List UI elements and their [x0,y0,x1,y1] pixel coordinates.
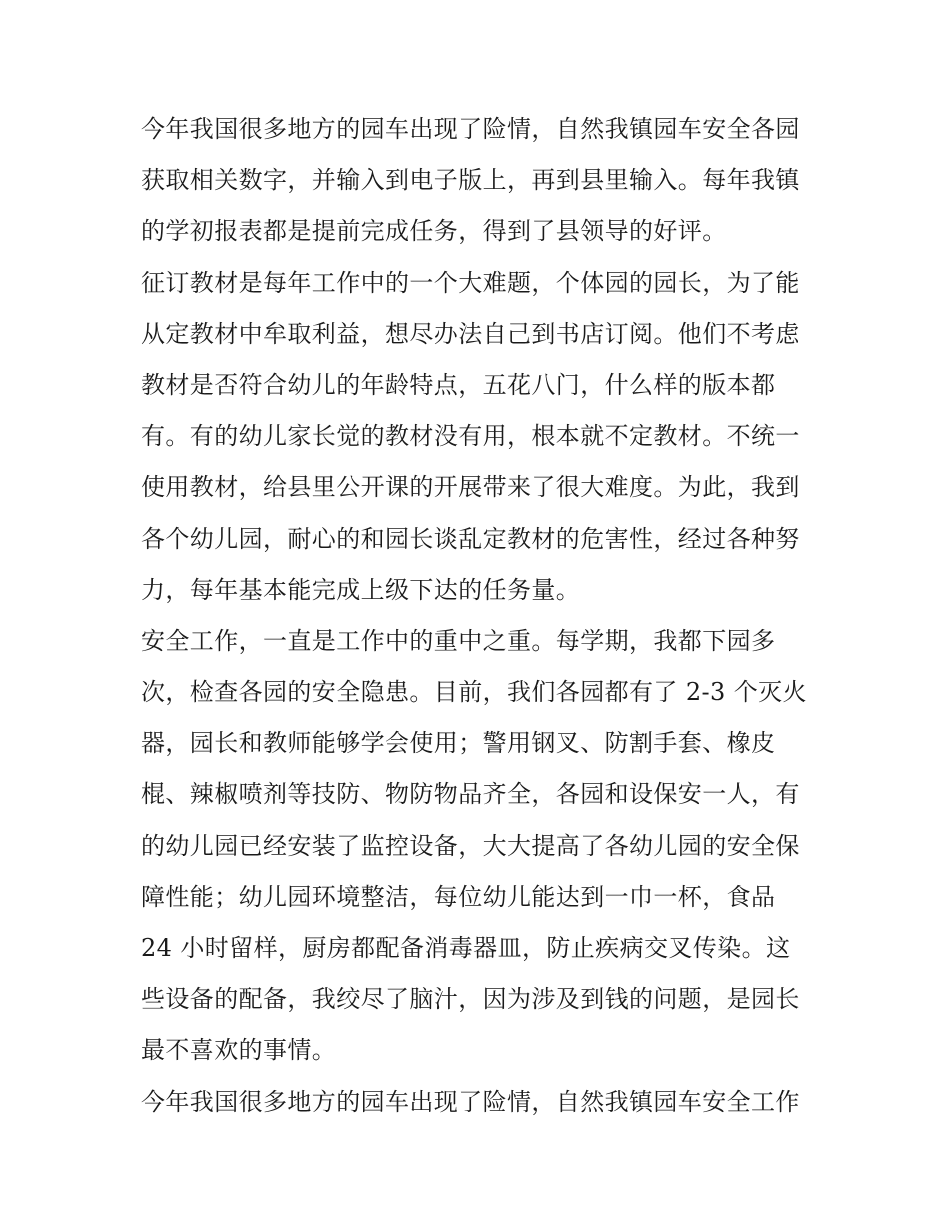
text-line: 教材是否符合幼儿的年龄特点，五花八门，什么样的版本都 [141,370,776,399]
text-line: 棍、辣椒喷剂等技防、物防物品齐全，各园和设保安一人，有 [141,780,800,809]
text-line: 安全工作，一直是工作中的重中之重。每学期，我都下园多 [141,626,776,655]
text-line: 的幼儿园已经安装了监控设备，大大提高了各幼儿园的安全保 [141,831,800,860]
text-line: 器，园长和教师能够学会使用；警用钢叉、防割手套、橡皮 [141,729,776,758]
text-line: 24 小时留样，厨房都配备消毒器皿，防止疾病交叉传染。这 [141,934,791,962]
text-line: 力，每年基本能完成上级下达的任务量。 [141,575,581,604]
text-line: 最不喜欢的事情。 [141,1036,337,1065]
text-line: 征订教材是每年工作中的一个大难题，个体园的园长，为了能 [141,268,800,297]
document-body [141,104,821,1128]
text-line: 各个幼儿园，耐心的和园长谈乱定教材的危害性，经过各种努 [141,524,800,553]
text-line: 障性能；幼儿园环境整洁，每位幼儿能达到一巾一杯，食品 [141,882,776,911]
text-line: 从定教材中牟取利益，想尽办法自己到书店订阅。他们不考虑 [141,319,800,348]
text-line: 的学初报表都是提前完成任务，得到了县领导的好评。 [141,217,727,246]
text-line: 使用教材，给县里公开课的开展带来了很大难度。为此，我到 [141,473,800,502]
text-line: 次，检查各园的安全隐患。目前，我们各园都有了 2-3 个灭火 [141,678,807,707]
text-line: 有。有的幼儿家长觉的教材没有用，根本就不定教材。不统一 [141,422,800,451]
text-line: 获取相关数字，并输入到电子版上，再到县里输入。每年我镇 [141,166,800,195]
text-line: 今年我国很多地方的园车出现了险情，自然我镇园车安全工作 [141,1087,800,1116]
text-line: 些设备的配备，我绞尽了脑汁，因为涉及到钱的问题，是园长 [141,985,800,1014]
text-line: 今年我国很多地方的园车出现了险情，自然我镇园车安全各园 [141,115,800,143]
